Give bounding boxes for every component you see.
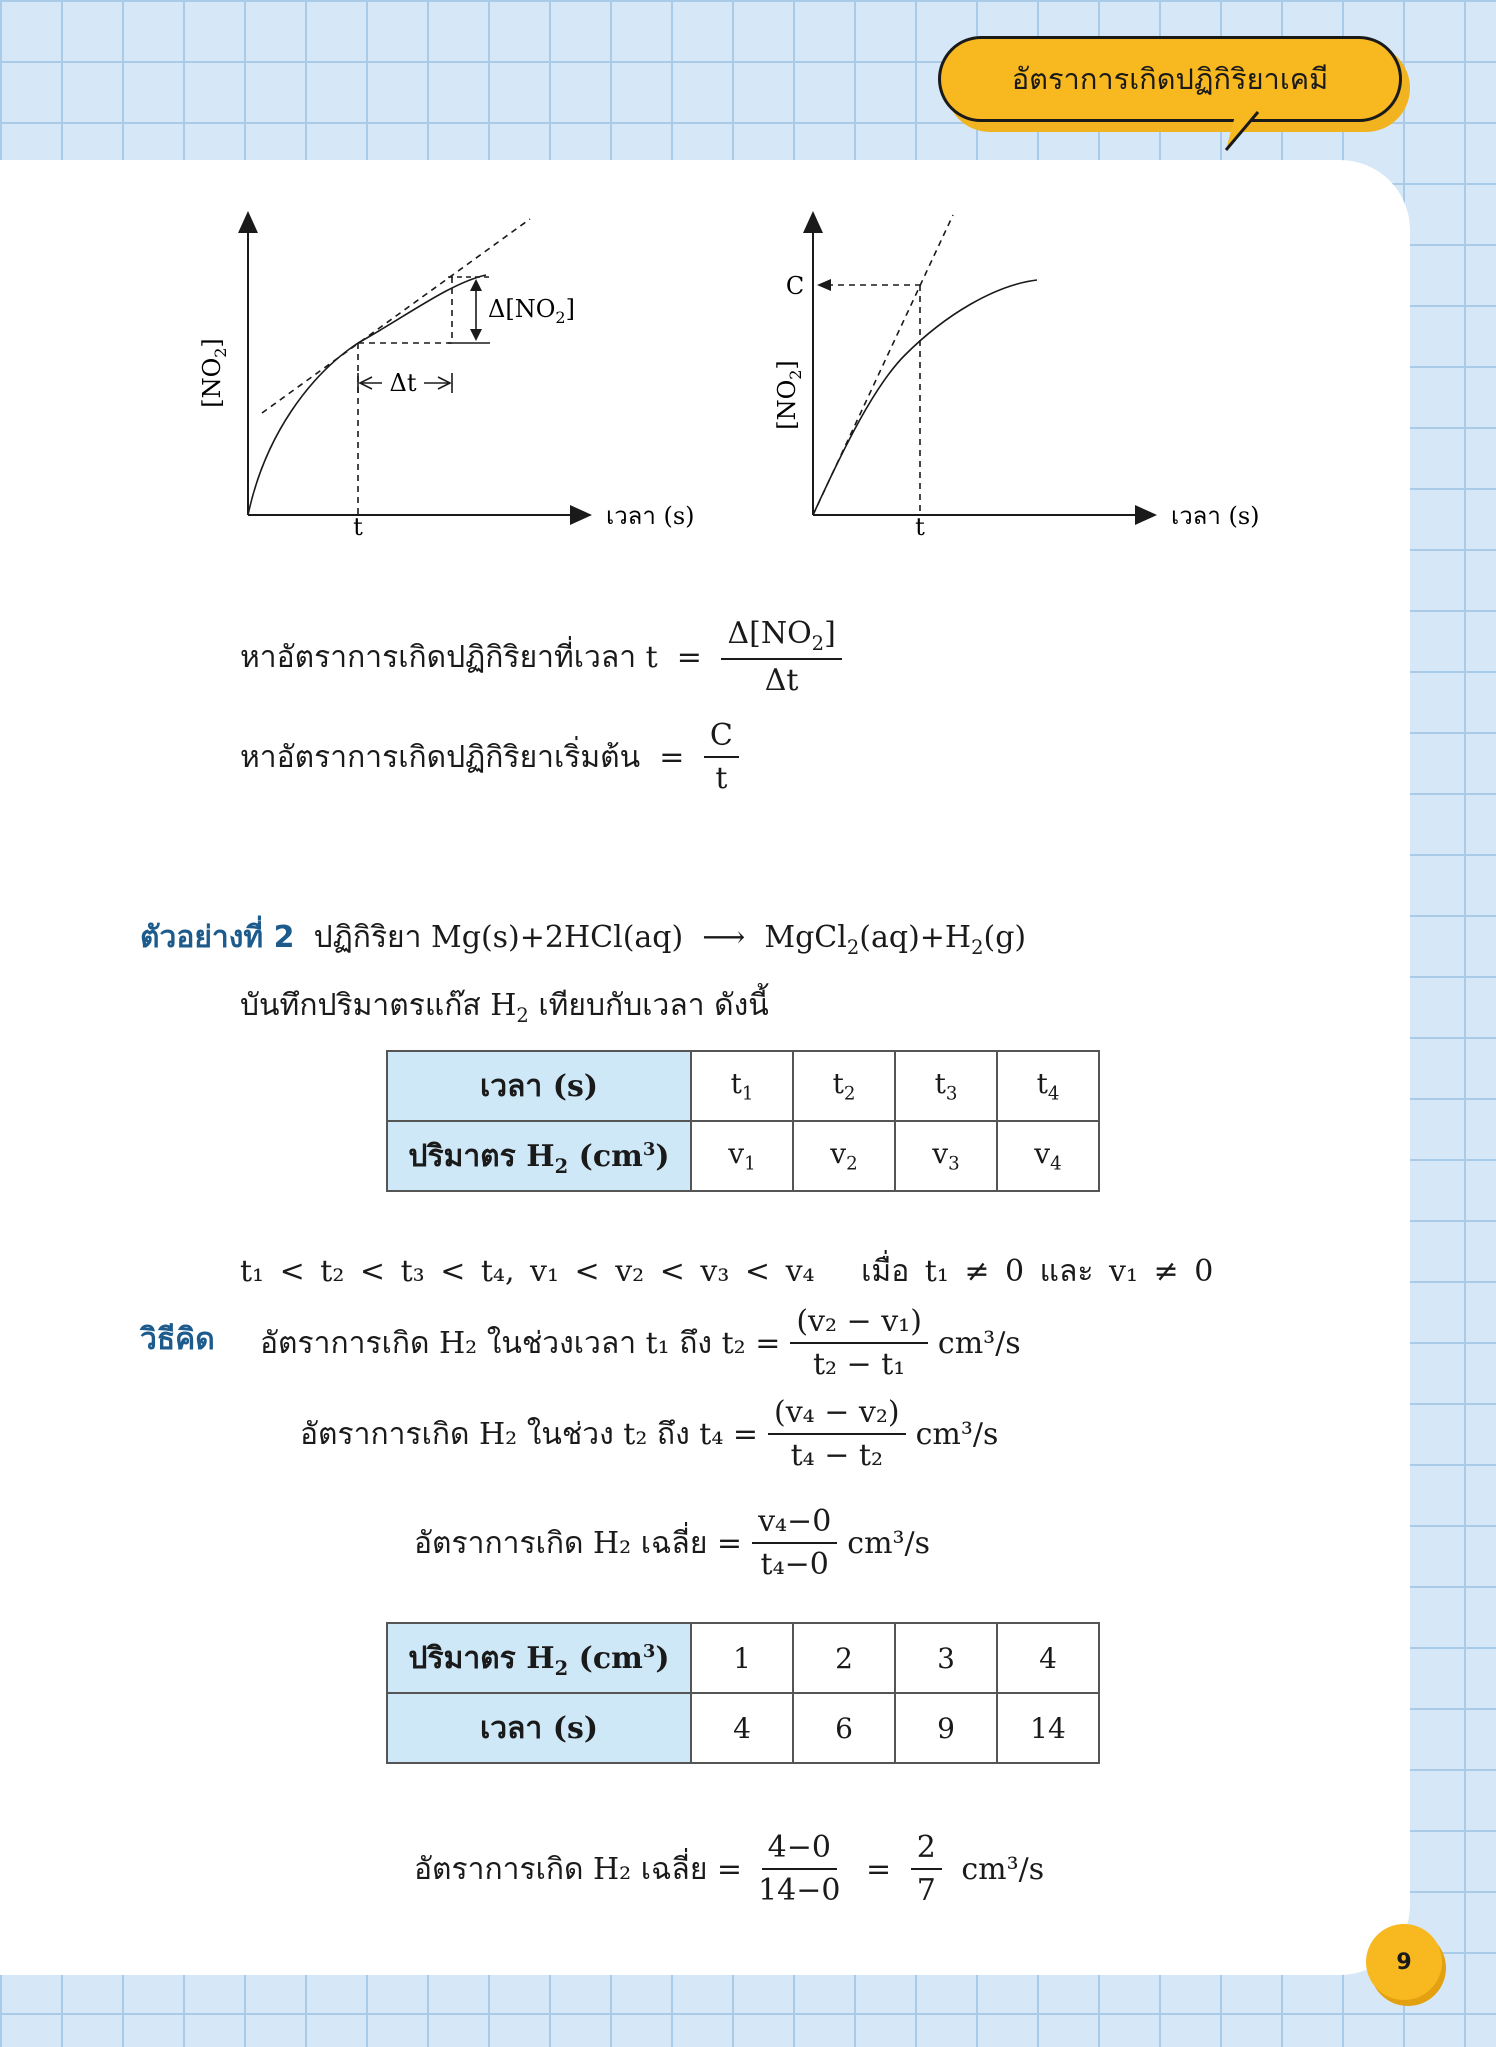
row-header-time: เวลา (s) (387, 1693, 691, 1763)
initial-tangent-line (813, 215, 953, 515)
y-axis-label: $[NO_2]$ (773, 360, 805, 430)
table-cell: 6 (793, 1693, 895, 1763)
graph-tangent-rate (190, 205, 710, 550)
fraction: $\frac{\text{v₄−0}}{\text{t₄−0}}$ (752, 1504, 837, 1582)
table-cell: $t_2$ (793, 1051, 895, 1121)
table-row (387, 1051, 1099, 1121)
condition-line: t₁ < t₂ < t₃ < t₄, v₁ < v₂ < v₃ < v₄ เมื่อ t₁ ≠ 0 และ v₁ ≠ 0 (240, 1254, 1214, 1289)
table-cell: $t_1$ (691, 1051, 793, 1121)
x-axis-label: เวลา (s) (606, 502, 695, 530)
formula-rate-at-t: หาอัตราการเกิดปฏิกิริยาที่เวลา t = $\frac{\Delta[NO_2]}{\Delta t}$ (240, 616, 852, 698)
table-cell: 14 (997, 1693, 1099, 1763)
table-cell: 3 (895, 1623, 997, 1693)
fraction: $\frac{C}{t}$ (704, 718, 739, 796)
fraction: $\frac{\Delta[NO_2]}{\Delta t}$ (721, 616, 841, 698)
result-line: อัตราการเกิด H₂ เฉลี่ย = $\frac{4-0}{14-0}$ = $\frac{2}{7}$ cm³/s (414, 1830, 1045, 1908)
table-cell: $t_4$ (997, 1051, 1099, 1121)
method-line-1: อัตราการเกิด H₂ ในช่วงเวลา t₁ ถึง t₂ = $\frac{\text{(v₂ − v₁)}}{\text{t₂ − t₁}}$ cm³/s (260, 1304, 1021, 1382)
fraction: $\frac{\text{(v₂ − v₁)}}{\text{t₂ − t₁}}$ (790, 1304, 928, 1382)
concentration-curve (813, 280, 1037, 515)
row-header-volume: ปริมาตร $H_2$ $(cm^3)$ (387, 1121, 691, 1191)
y-tick-c: C (785, 272, 805, 300)
chapter-title-tag (938, 36, 1402, 122)
method-line-2: อัตราการเกิด H₂ ในช่วง t₂ ถึง t₄ = $\frac{\text{(v₄ − v₂)}}{\text{t₄ − t₂}}$ cm³/s (300, 1395, 999, 1473)
concentration-curve (248, 275, 486, 515)
fraction: $\frac{\text{(v₄ − v₂)}}{\text{t₄ − t₂}}$ (768, 1395, 906, 1473)
table-cell: $v_1$ (691, 1121, 793, 1191)
table-cell: $v_3$ (895, 1121, 997, 1191)
table-cell: 4 (997, 1623, 1099, 1693)
y-axis-label: $[NO_2]$ (198, 338, 230, 408)
x-tick-t: t (915, 513, 925, 541)
fraction: $\frac{2}{7}$ (911, 1830, 942, 1908)
table-cell: 1 (691, 1623, 793, 1693)
row-header-volume: ปริมาตร $H_2$ $(cm^3)$ (387, 1623, 691, 1693)
table-row (387, 1623, 1099, 1693)
table-row (387, 1121, 1099, 1191)
x-axis-label: เวลา (s) (1171, 502, 1260, 530)
graph-initial-rate (755, 205, 1275, 550)
table-cell: 9 (895, 1693, 997, 1763)
example-heading: ตัวอย่างที่ 2 ปฏิกิริยา Mg(s)+2HCl(aq) ⟶ $MgCl_2(aq)+H_2(g)$ (140, 920, 1027, 959)
example-label: ตัวอย่างที่ 2 (140, 920, 295, 955)
delta-time-label: Δt (389, 369, 417, 397)
table-cell: 4 (691, 1693, 793, 1763)
chapter-title: อัตราการเกิดปฏิกิริยาเคมี (1011, 62, 1329, 96)
table-row (387, 1693, 1099, 1763)
formula-initial-rate: หาอัตราการเกิดปฏิกิริยาเริ่มต้น = $\frac{C}{t}$ (240, 718, 749, 796)
method-label: วิธีคิด (140, 1322, 215, 1357)
x-tick-t: t (353, 513, 363, 541)
time-volume-table (386, 1050, 1100, 1192)
table-cell: $v_2$ (793, 1121, 895, 1191)
method-line-3: อัตราการเกิด H₂ เฉลี่ย = $\frac{\text{v₄−0}}{\text{t₄−0}}$ cm³/s (414, 1504, 931, 1582)
table-cell: 2 (793, 1623, 895, 1693)
record-sentence: บันทึกปริมาตรแก๊ส $H_2$ เทียบกับเวลา ดังนี้ (240, 988, 769, 1027)
table-cell: $t_3$ (895, 1051, 997, 1121)
speech-tail-icon (1190, 110, 1270, 160)
delta-conc-label: $\Delta[NO_2]$ (488, 295, 575, 327)
table-cell: $v_4$ (997, 1121, 1099, 1191)
reaction-equation: Mg(s)+2HCl(aq) ⟶ $MgCl_2(aq)+H_2(g)$ (431, 920, 1027, 959)
page-number-badge (1366, 1924, 1442, 2000)
page-number: 9 (1396, 1949, 1412, 1975)
row-header-time: เวลา (s) (387, 1051, 691, 1121)
volume-time-table (386, 1622, 1100, 1764)
fraction: $\frac{4-0}{14-0}$ (758, 1830, 841, 1908)
